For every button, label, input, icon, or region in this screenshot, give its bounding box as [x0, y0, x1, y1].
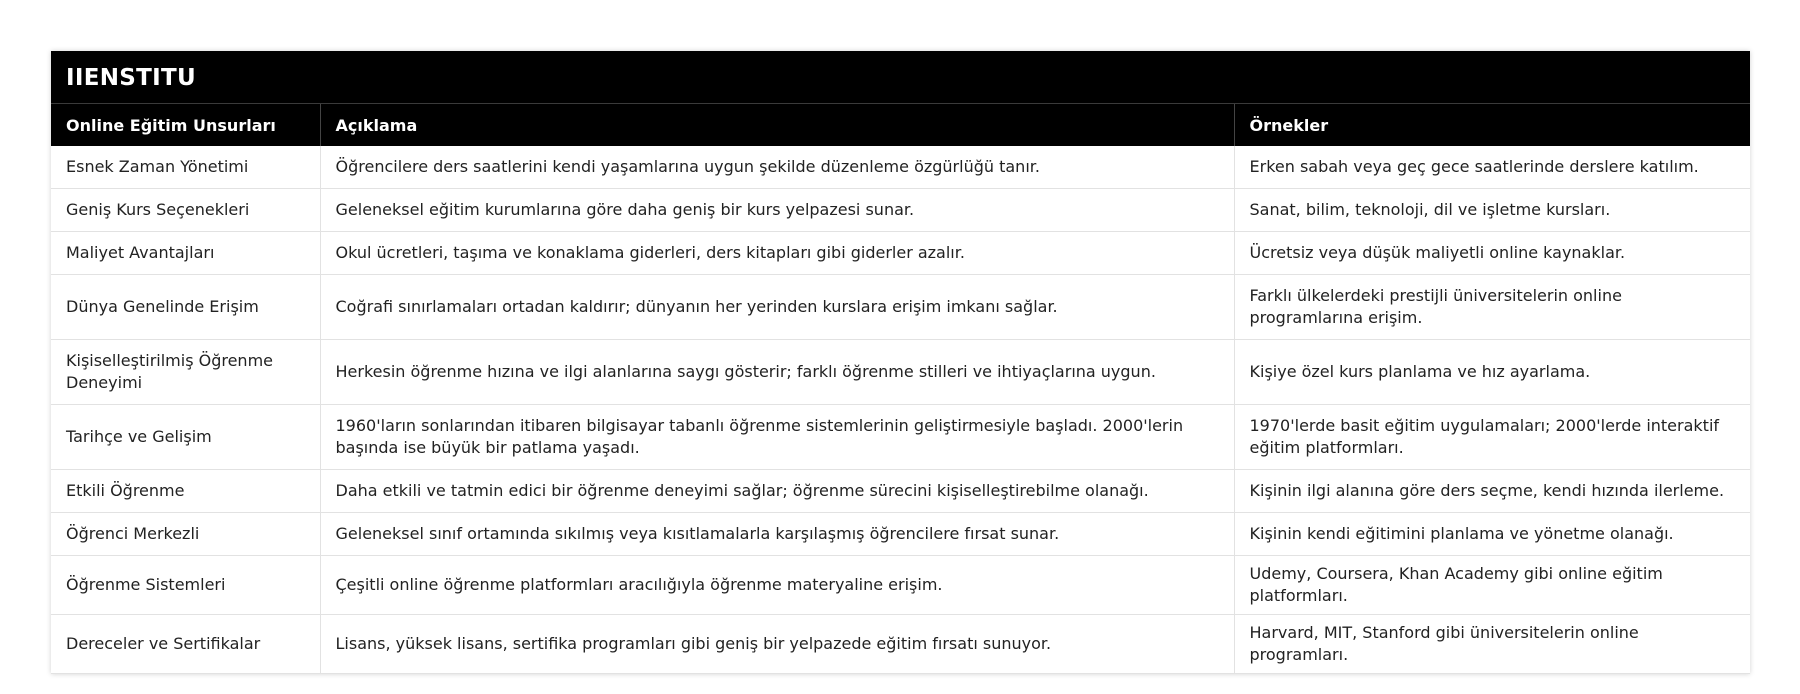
- table-row: [51, 556, 1750, 615]
- table-cell: Lisans, yüksek lisans, sertifika programları gibi geniş bir yelpazede eğitim fırsatı sunuyor.: [320, 615, 1234, 674]
- table-cell: Tarihçe ve Gelişim: [51, 405, 320, 470]
- table-cell: Coğrafi sınırlamaları ortadan kaldırır; dünyanın her yerinden kurslara erişim imkanı sağlar.: [320, 275, 1234, 340]
- table-cell: Maliyet Avantajları: [51, 232, 320, 275]
- brand-title: IIENSTITU: [51, 51, 1750, 104]
- column-header: Örnekler: [1234, 104, 1750, 146]
- table-cell: Kişiye özel kurs planlama ve hız ayarlama.: [1234, 340, 1750, 405]
- table-cell: Erken sabah veya geç gece saatlerinde derslere katılım.: [1234, 146, 1750, 189]
- column-header: Online Eğitim Unsurları: [51, 104, 320, 146]
- table-cell: Farklı ülkelerdeki prestijli üniversitelerin online programlarına erişim.: [1234, 275, 1750, 340]
- table-row: [51, 615, 1750, 674]
- table-row: [51, 470, 1750, 513]
- table-cell: Öğrencilere ders saatlerini kendi yaşamlarına uygun şekilde düzenleme özgürlüğü tanır.: [320, 146, 1234, 189]
- table-cell: Sanat, bilim, teknoloji, dil ve işletme kursları.: [1234, 189, 1750, 232]
- table-cell: Geleneksel sınıf ortamında sıkılmış veya kısıtlamalarla karşılaşmış öğrencilere fırsat sunar.: [320, 513, 1234, 556]
- table-cell: Geniş Kurs Seçenekleri: [51, 189, 320, 232]
- table-cell: Daha etkili ve tatmin edici bir öğrenme deneyimi sağlar; öğrenme sürecini kişiselleştirebilme olanağı.: [320, 470, 1234, 513]
- table-cell: Herkesin öğrenme hızına ve ilgi alanlarına saygı gösterir; farklı öğrenme stilleri ve ihtiyaçlarına uygun.: [320, 340, 1234, 405]
- table-cell: Öğrenme Sistemleri: [51, 556, 320, 615]
- table-cell: Kişiselleştirilmiş Öğrenme Deneyimi: [51, 340, 320, 405]
- table-row: [51, 189, 1750, 232]
- table-cell: Etkili Öğrenme: [51, 470, 320, 513]
- table-row: [51, 405, 1750, 470]
- table-cell: Çeşitli online öğrenme platformları aracılığıyla öğrenme materyaline erişim.: [320, 556, 1234, 615]
- table-cell: Kişinin kendi eğitimini planlama ve yönetme olanağı.: [1234, 513, 1750, 556]
- table-row: [51, 513, 1750, 556]
- table-row: [51, 275, 1750, 340]
- table-cell: Kişinin ilgi alanına göre ders seçme, kendi hızında ilerleme.: [1234, 470, 1750, 513]
- table-cell: Harvard, MIT, Stanford gibi üniversitelerin online programları.: [1234, 615, 1750, 674]
- table-cell: Geleneksel eğitim kurumlarına göre daha geniş bir kurs yelpazesi sunar.: [320, 189, 1234, 232]
- table-cell: Dereceler ve Sertifikalar: [51, 615, 320, 674]
- column-header: Açıklama: [320, 104, 1234, 146]
- table-row: [51, 340, 1750, 405]
- table-cell: Ücretsiz veya düşük maliyetli online kaynaklar.: [1234, 232, 1750, 275]
- table-cell: 1960'ların sonlarından itibaren bilgisayar tabanlı öğrenme sistemlerinin geliştirmesiyle başladı. 2000'lerin başında ise büyük bir patlama yaşadı.: [320, 405, 1234, 470]
- table-row: [51, 146, 1750, 189]
- table-cell: Dünya Genelinde Erişim: [51, 275, 320, 340]
- table-cell: Esnek Zaman Yönetimi: [51, 146, 320, 189]
- table-cell: Öğrenci Merkezli: [51, 513, 320, 556]
- header-row: [51, 104, 1750, 146]
- table-cell: Okul ücretleri, taşıma ve konaklama giderleri, ders kitapları gibi giderler azalır.: [320, 232, 1234, 275]
- table-cell: 1970'lerde basit eğitim uygulamaları; 2000'lerde interaktif eğitim platformları.: [1234, 405, 1750, 470]
- table-cell: Udemy, Coursera, Khan Academy gibi online eğitim platformları.: [1234, 556, 1750, 615]
- data-table: [51, 104, 1750, 674]
- table-card: [51, 51, 1750, 674]
- table-row: [51, 232, 1750, 275]
